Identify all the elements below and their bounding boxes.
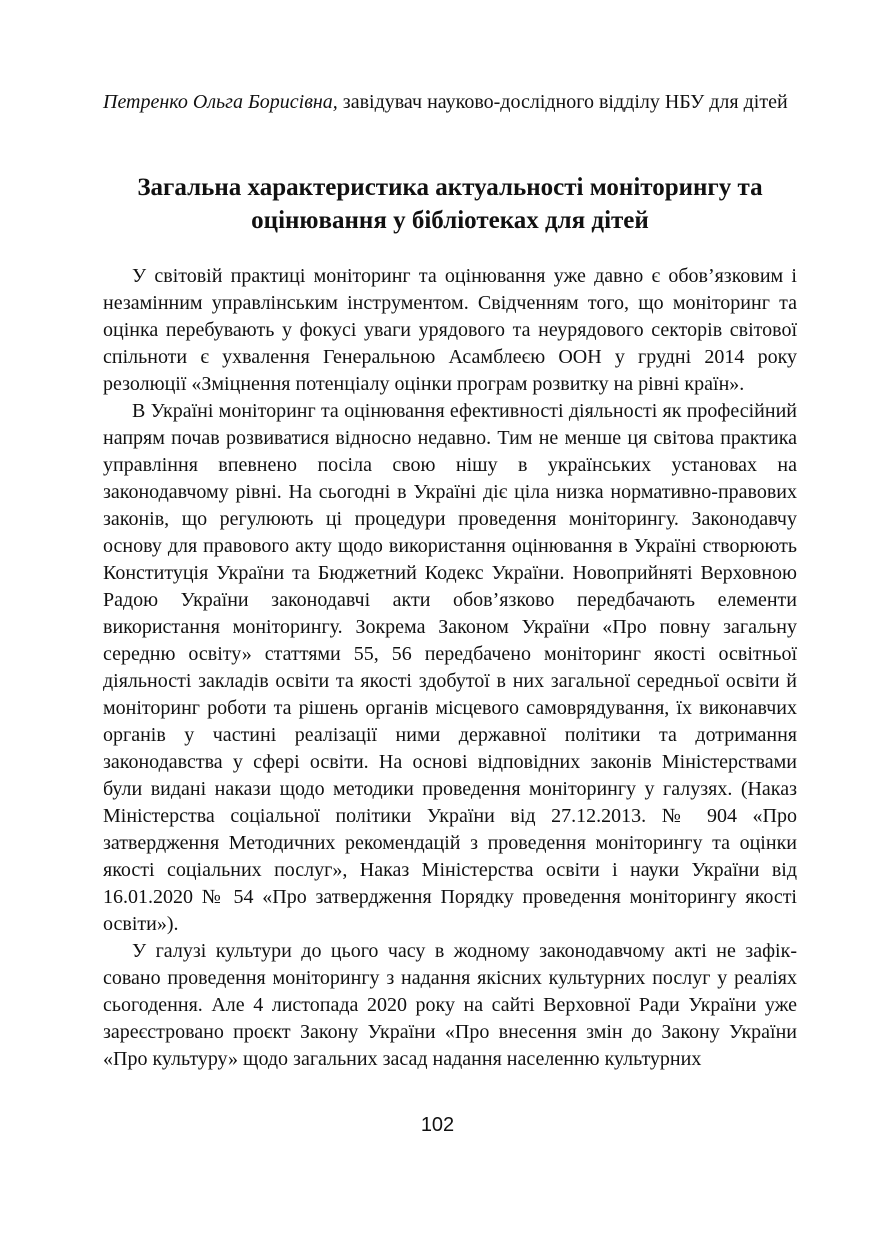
- body-paragraph: У галузі культури до цього часу в жодному законодавчому акті не зафіксовано проведення моніторингу з надання якісних культурних послуг у реаліях сьогодення. Але 4 листопада 2020 року на сайті Верховної Ради України уже зареєстровано проєкт Закону України «Про внесення змін до Закону України «Про культуру» щодо загальних засад надання населенню культурних: [103, 940, 797, 1070]
- author-name: Петренко Ольга Борисівна,: [103, 91, 338, 113]
- body-paragraph: У світовій практиці моніторинг та оцінювання уже давно є обов’язковим і незамінним управлінським інструментом. Свідченням того, що моніторинг та оцінка перебувають у фокусі уваги урядового та неурядового секторів світової спільноти є ухвалення Генеральною Асамблеєю ООН у грудні 2014 року резолюції «Зміцнення потенціалу оцінки програм розвитку на рівні країн».: [103, 265, 797, 395]
- article-title: Загальна характеристика актуальності моніторингу та оцінювання у бібліотеках для дітей: [137, 174, 763, 234]
- page-number: 102: [420, 1114, 455, 1136]
- article-body: [103, 263, 797, 1073]
- author-position: завідувач науково-дослідного відділу НБУ для дітей: [342, 91, 788, 113]
- author-line: [103, 89, 797, 116]
- body-paragraph: В Україні моніторинг та оцінювання ефективності діяльності як професійний напрям почав розвиватися відносно недавно. Тим не менше ця світова практика управління впевнено посіла свою нішу в українських установах на законодавчому рівні. На сьогодні в Україні діє ціла низка нормативно-правових законів, що регулюють ці процедури проведення моніторингу. Законодавчу основу для правового акту щодо використання оцінювання в Україні створюють Конституція України та Бюджетний Кодекс України. Новоприйняті Верховною Радою України законодавчі акти обов’язково передбачають елементи використання моніторингу. Зокрема Законом України «Про повну загальну середню освіту» статтями 55, 56 передбачено моніторинг якості освітньої діяльності закладів освіти та якості здобутої в них загальної середньої освіти й моніторинг роботи та рішень органів місцевого самоврядування, їх виконавчих органів у частині реалізації ними державної політики та дотримання законодавства у сфері освіти. На основі відповідних законів Міністерствами були видані накази щодо методики проведення моніторингу у галузях. (Наказ Міністерства соціальної політики України від 27.12.2013. № 904 «Про затвердження Методичних рекомендацій з проведення моніторингу та оцінки якості соціальних послуг», Наказ Міністерства освіти і науки України від 16.01.2020 № 54 «Про затвердження Порядку проведення моніторингу якості освіти»).: [103, 400, 797, 935]
